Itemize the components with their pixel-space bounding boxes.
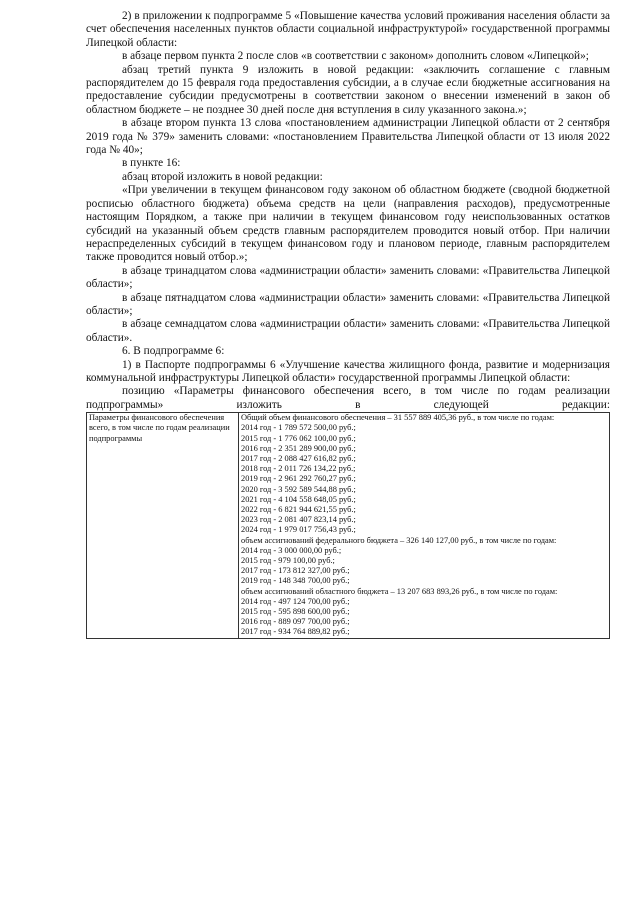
financing-line: 2020 год - 3 592 589 544,88 руб.; [241,484,356,494]
paragraph-amend-point-9: абзац третий пункта 9 изложить в новой редакции: «заключить соглашение с главным распорядителем до 15 февраля года предоставления субсидии, а в случае если бюджетные ассигнования на предоставление субсидии предусмотрены в соответствии законом о внесении изменений в закон об областном бюджете – не позднее 30 дней после дня вступления в силу указанного закона.»; [86,63,610,116]
paragraph-amend-point-13: в абзаце втором пункта 13 слова «постановлением администрации Липецкой области от 2 сентября 2019 года № 379» заменить словами: «постановлением Правительства Липецкой области от 13 июля 2022 года № 40»; [86,117,610,157]
financing-line: 2019 год - 148 348 700,00 руб.; [241,576,350,586]
table-row [87,413,610,638]
paragraph-abzac-17: в абзаце семнадцатом слова «администрации области» заменить словами: «Правительства Липецкой области». [86,318,610,344]
paragraph-point-16: в пункте 16: [122,157,181,170]
paragraph-new-edition: абзац второй изложить в новой редакции: [122,170,323,183]
federal-budget-line: объем ассигнований федерального бюджета – 326 140 127,00 руб., в том числе по годам: [241,535,557,545]
paragraph-amend-point-2: в абзаце первом пункта 2 после слов «в соответствии с законом» дополнить словом «Липецкой»; [122,50,589,63]
financing-line: 2015 год - 595 898 600,00 руб.; [241,607,350,617]
regional-budget-line: объем ассигнований областного бюджета – 13 207 683 893,26 руб., в том числе по годам: [241,586,558,596]
financing-line: 2016 год - 889 097 700,00 руб.; [241,617,350,627]
financing-line: 2017 год - 173 812 327,00 руб.; [241,566,350,576]
financing-values-cell [239,413,610,638]
paragraph-abzac-13: в абзаце тринадцатом слова «администрации области» заменить словами: «Правительства Липецкой области»; [86,264,610,291]
financing-line: 2014 год - 3 000 000,00 руб.; [241,545,342,555]
financing-line: 2018 год - 2 011 726 134,22 руб.; [241,464,356,474]
document-page [86,10,610,639]
paragraph-subprogram-6: 6. В подпрограмме 6: [122,345,225,358]
financing-line: 2022 год - 6 821 944 621,55 руб.; [241,505,356,515]
paragraph-item-2-subprogram-5: 2) в приложении к подпрограмме 5 «Повышение качества условий проживания населения области за счет обеспечения населенных пунктов области социальной инфраструктурой» государственной программы Липецкой области: [86,10,610,49]
financing-line: 2015 год - 1 776 062 100,00 руб.; [241,433,356,443]
financing-line: 2017 год - 2 088 427 616,82 руб.; [241,454,356,463]
paragraph-abzac-15: в абзаце пятнадцатом слова «администрации области» заменить словами: «Правительства Липецкой области»; [86,291,610,317]
financing-line: 2023 год - 2 081 407 823,14 руб.; [241,515,356,525]
financing-line: 2021 год - 4 104 558 648,05 руб.; [241,494,356,504]
paragraph-position-params: позицию «Параметры финансового обеспечения всего, в том числе по годам реализации подпрограммы» изложить в следующей редакции: [86,385,610,411]
financing-line: 2024 год - 1 979 017 756,43 руб.; [241,525,356,535]
financing-line: 2014 год - 1 789 572 500,00 руб.; [241,423,356,433]
financing-line: 2015 год - 979 100,00 руб.; [241,556,335,566]
financing-line: 2019 год - 2 961 292 760,27 руб.; [241,474,356,484]
financing-line: 2014 год - 497 124 700,00 руб.; [241,596,350,606]
paragraph-passport-6: 1) в Паспорте подпрограммы 6 «Улучшение качества жилищного фонда, развитие и модернизация коммунальной инфраструктуры Липецкой области» государственной программы Липецкой области: [86,358,610,384]
financing-line: 2016 год - 2 351 289 900,00 руб.; [241,443,356,453]
financing-table [86,412,610,638]
financing-total-line: Общий объем финансового обеспечения – 31 557 889 405,36 руб., в том числе по годам: [241,413,555,423]
financing-line: 2017 год - 934 764 889,82 руб.; [241,627,350,637]
paragraph-quoted-text: «При увеличении в текущем финансовом году законом об областном бюджете (сводной бюджетной росписью областного бюджета) объема средств на цели (направления расходов), предусмотренные настоящим Порядком, а также при наличии в текущем финансовом году неиспользованных остатков субсидий на указанный объем средств главным распорядителем проводится новый отбор. При наличии нераспределенных субсидий в текущем финансовом году и плановом периоде, главным распорядителем также проводится новый отбор.»; [86,184,610,264]
financing-label-cell: Параметры финансового обеспечения всего, в том числе по годам реализации подпрограммы [87,413,239,638]
